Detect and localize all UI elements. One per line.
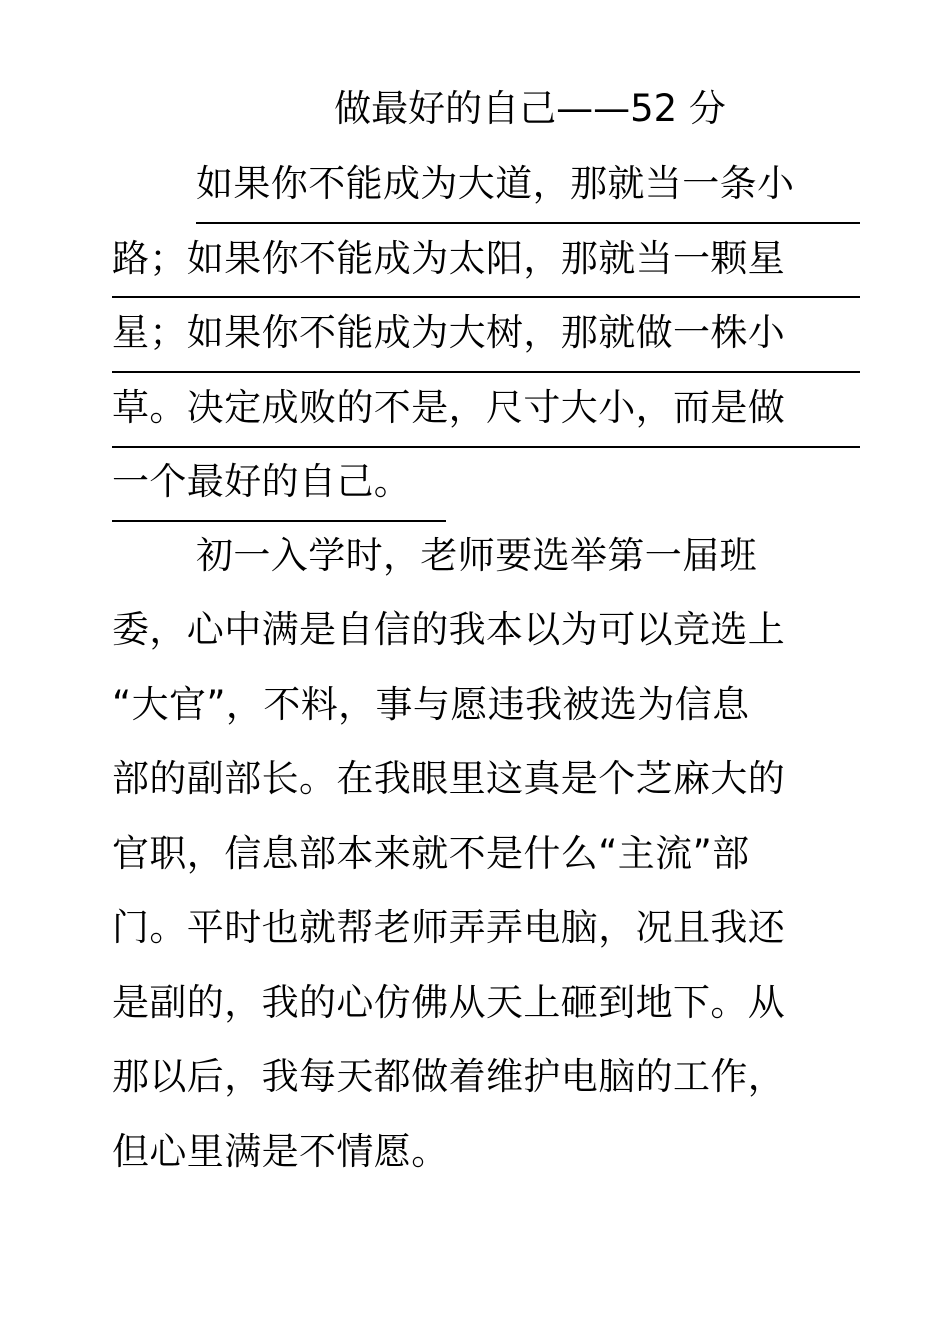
essay-title: 做最好的自己——52 分 — [334, 87, 726, 130]
body-line-2: 委，心中满是自信的我本以为可以竞选上 — [112, 608, 786, 651]
body-line-3: “大官”，不料，事与愿违我被选为信息 — [112, 683, 750, 726]
body-line-5: 官职，信息部本来就不是什么“主流”部 — [112, 832, 750, 875]
body-line-1: 初一入学时，老师要选举第一届班 — [196, 534, 757, 577]
underline — [196, 222, 860, 224]
underline — [112, 296, 860, 298]
underline — [112, 446, 860, 448]
body-line-6: 门。平时也就帮老师弄弄电脑，况且我还 — [112, 906, 786, 949]
body-line-7: 是副的，我的心仿佛从天上砸到地下。从 — [112, 981, 786, 1024]
quote-line-3: 星；如果你不能成为大树，那就做一株小 — [112, 311, 786, 354]
quote-line-5: 一个最好的自己。 — [112, 460, 412, 503]
quote-line-2: 路；如果你不能成为太阳，那就当一颗星 — [112, 237, 786, 280]
underline — [112, 520, 446, 522]
body-line-4: 部的副部长。在我眼里这真是个芝麻大的 — [112, 757, 786, 800]
body-line-8: 那以后，我每天都做着维护电脑的工作， — [112, 1055, 786, 1098]
body-line-9: 但心里满是不情愿。 — [112, 1130, 449, 1173]
quote-line-4: 草。决定成败的不是，尺寸大小，而是做 — [112, 386, 786, 429]
underline — [112, 371, 860, 373]
quote-line-1: 如果你不能成为大道，那就当一条小 — [196, 162, 795, 205]
